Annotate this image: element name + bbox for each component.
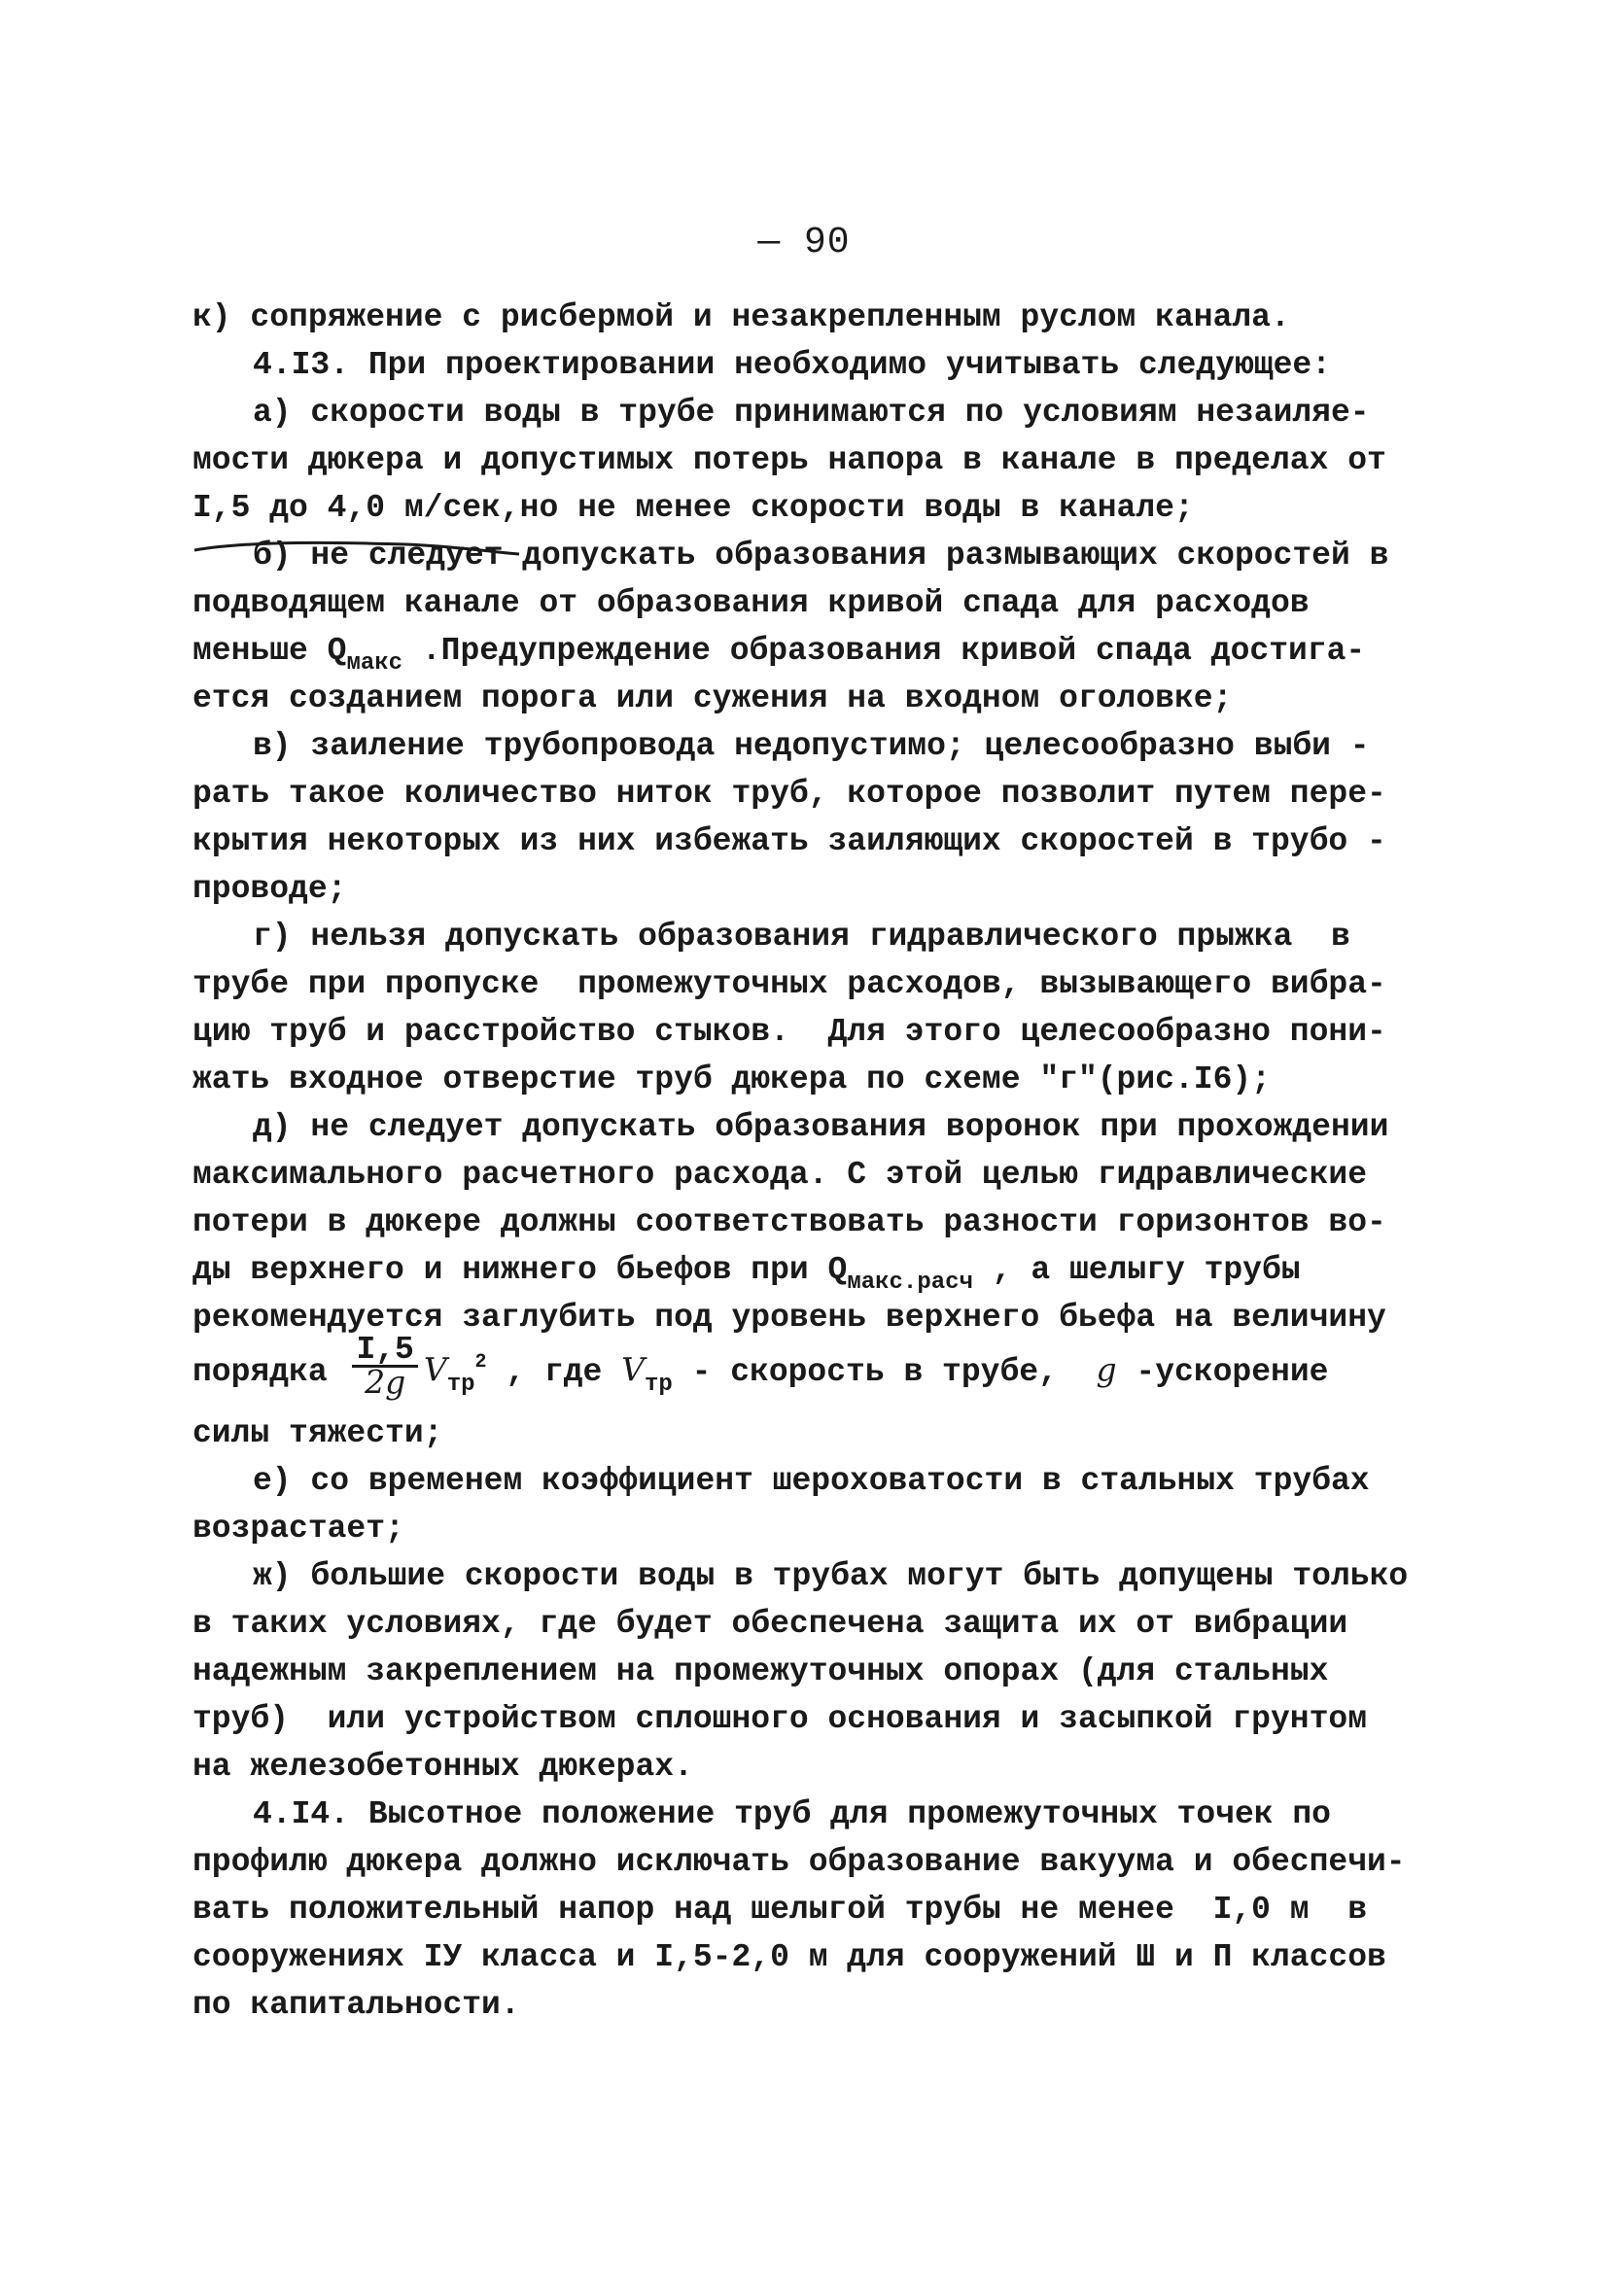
text-line: трубе при пропуске промежуточных расходов, вызывающего вибра-	[192, 966, 1386, 1002]
text-line: к) сопряжение с рисбермой и незакрепленным руслом канала.	[192, 299, 1290, 335]
text-line: возрастает;	[192, 1511, 404, 1547]
fraction-denominator: 2g	[365, 1363, 406, 1401]
text-line: профилю дюкера должно исключать образование вакуума и обеспечи-	[192, 1844, 1406, 1880]
formula-line	[192, 1332, 1456, 1409]
text-line: г) нельзя допускать образования гидравлического прыжка в	[253, 919, 1350, 955]
text-span: , а шелыгу трубы	[972, 1252, 1301, 1288]
text-line: максимального расчетного расхода. С этой целью гидравлические	[192, 1157, 1367, 1193]
text-span: - скорость в трубе,	[672, 1354, 1097, 1391]
text-line: жать входное отверстие труб дюкера по схеме "г"(рис.I6);	[192, 1061, 1271, 1097]
text-line: мости дюкера и допустимых потерь напора в канале в пределах от	[192, 442, 1386, 478]
text-span: .Предупреждение образования кривой спада достига-	[402, 633, 1366, 669]
text-line: а) скорости воды в трубе принимаются по условиям незаиляе-	[253, 395, 1370, 431]
text-line: рекомендуется заглубить под уровень верхнего бьефа на величину	[192, 1300, 1386, 1336]
section-heading-4-14: 4.I4. Высотное положение труб для промежуточных точек по	[253, 1796, 1331, 1832]
subscript: макс	[346, 650, 403, 677]
text-line: надежным закреплением на промежуточных опорах (для стальных	[192, 1653, 1329, 1689]
text-line	[192, 1246, 1456, 1294]
text-line: I,5 до 4,0 м/сек,но не менее скорости воды в канале;	[192, 490, 1194, 526]
fraction	[352, 1332, 417, 1401]
text-line: цию труб и расстройство стыков. Для этого целесообразно пони-	[192, 1014, 1386, 1050]
text-line: д) не следует допускать образования воронок при прохождении	[253, 1109, 1389, 1145]
superscript: 2	[474, 1351, 487, 1374]
text-line: ж) большие скорости воды в трубах могут быть допущены только	[253, 1558, 1409, 1594]
text-line	[192, 627, 1456, 675]
text-line: е) со временем коэффициент шероховатости в стальных трубах	[253, 1463, 1370, 1499]
text-line: б) не следует допускать образования размывающих скоростей в	[253, 538, 1389, 574]
velocity-symbol: V	[621, 1350, 645, 1389]
subscript: макс.расч	[847, 1270, 973, 1296]
text-line: рать такое количество ниток труб, которое позволит путем пере-	[192, 776, 1386, 812]
text-line: в) заиление трубопровода недопустимо; целесообразно выби -	[253, 728, 1370, 764]
text-line: сооружениях IУ класса и I,5-2,0 м для сооружений Ш и П классов	[192, 1939, 1386, 1975]
text-line: подводящем канале от образования кривой спада для расходов	[192, 585, 1310, 621]
text-span: , где	[486, 1354, 622, 1391]
text-span: порядка	[192, 1354, 347, 1391]
document-body	[192, 294, 1456, 2029]
text-line: проводе;	[192, 871, 347, 907]
text-line: вать положительный напор над шелыгой трубы не менее I,0 м в	[192, 1892, 1367, 1928]
gravity-symbol: g	[1096, 1350, 1117, 1389]
text-line: на железобетонных дюкерах.	[192, 1749, 693, 1785]
text-line: крытия некоторых из них избежать заиляющих скоростей в трубо -	[192, 823, 1386, 859]
text-line: потери в дюкере должны соответствовать разности горизонтов во-	[192, 1204, 1386, 1240]
text-line: ется созданием порога или сужения на входном оголовке;	[192, 680, 1233, 716]
text-line: в таких условиях, где будет обеспечена защита их от вибрации	[192, 1606, 1348, 1642]
text-line: по капитальности.	[192, 1987, 520, 2023]
fraction-numerator: I,5	[352, 1336, 417, 1368]
subscript: тр	[645, 1372, 673, 1399]
text-line: силы тяжести;	[192, 1415, 443, 1451]
text-span: -ускорение	[1116, 1354, 1329, 1391]
section-heading-4-13: 4.I3. При проектировании необходимо учитывать следующее:	[253, 347, 1331, 383]
text-span: ды верхнего и нижнего бьефов при Q	[192, 1252, 848, 1288]
text-line: труб) или устройством сплошного основания и засыпкой грунтом	[192, 1701, 1367, 1737]
text-span: меньше Q	[192, 633, 347, 669]
velocity-symbol: V	[423, 1350, 447, 1389]
subscript: тр	[446, 1372, 475, 1399]
page-number: — 90	[757, 222, 851, 263]
